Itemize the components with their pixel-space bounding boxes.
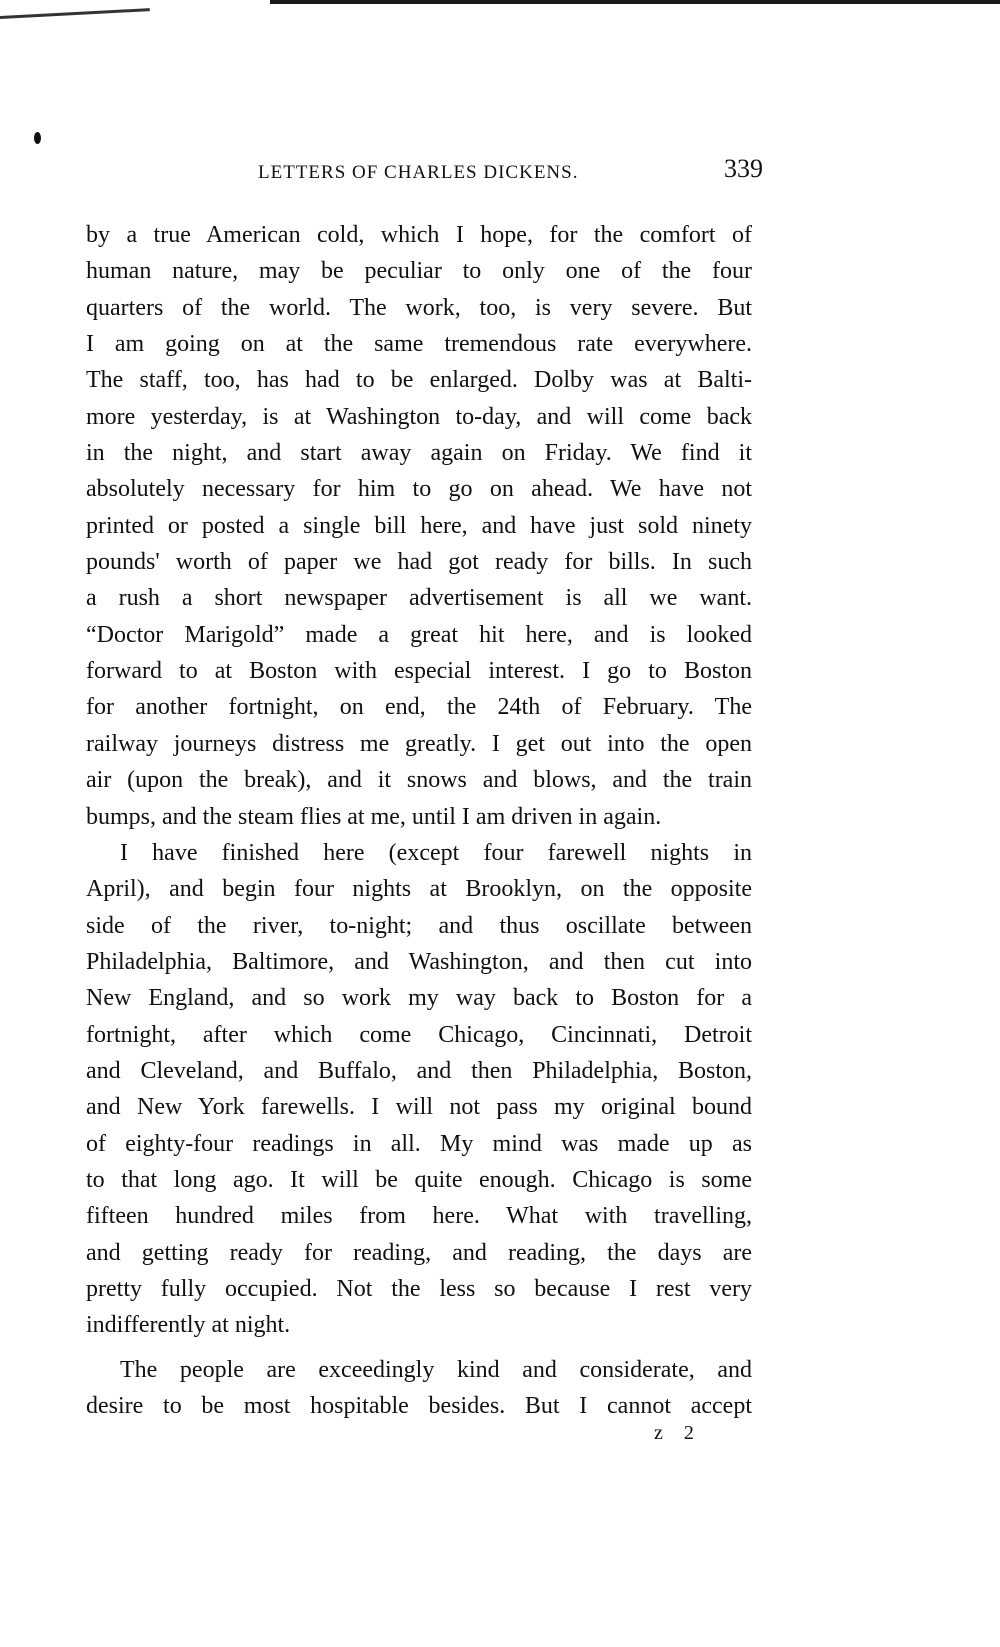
text-line: pretty fully occupied. Not the less so because I rest very [86,1275,752,1302]
text-line: April), and begin four nights at Brooklyn, on the opposite [86,876,752,903]
text-line: more yesterday, is at Washington to-day, and will come back [86,403,752,430]
text-line: air (upon the break), and it snows and blows, and the train [86,767,752,794]
text-line: fortnight, after which come Chicago, Cincinnati, Detroit [86,1021,752,1048]
text-line: of eighty-four readings in all. My mind was made up as [86,1130,752,1157]
text-line: and getting ready for reading, and reading, the days are [86,1239,752,1266]
signature-mark: z 2 [654,1422,702,1444]
text-line: by a true American cold, which I hope, for the comfort of [86,222,752,248]
text-line: I have finished here (except four farewell nights in [120,839,752,866]
page-number: 339 [724,154,763,183]
body-text [86,217,752,1424]
paragraph [86,1352,752,1425]
text-line: New England, and so work my way back to Boston for a [86,985,752,1012]
text-line: indifferently at night. [86,1312,291,1339]
text-line: fifteen hundred miles from here. What with travelling, [86,1203,752,1230]
text-line: absolutely necessary for him to go on ahead. We have not [86,476,752,503]
text-line: “Doctor Marigold” made a great hit here, and is looked [86,621,752,648]
text-line: forward to at Boston with especial interest. I go to Boston [86,658,752,685]
text-line: human nature, may be peculiar to only one of the four [86,258,752,285]
text-line: Philadelphia, Baltimore, and Washington, and then cut into [86,948,752,975]
text-line: The people are exceedingly kind and considerate, and [120,1356,752,1383]
text-line: to that long ago. It will be quite enough. Chicago is some [86,1166,752,1193]
margin-dot-mark [34,132,41,144]
paragraph-gap [86,1344,752,1352]
text-line: and New York farewells. I will not pass my original bound [86,1094,752,1121]
text-line: and Cleveland, and Buffalo, and then Philadelphia, Boston, [86,1057,752,1084]
text-line: The staff, too, has had to be enlarged. Dolby was at Balti- [86,367,752,394]
text-line: side of the river, to-night; and thus oscillate between [86,912,752,939]
top-left-scan-mark [0,8,150,19]
paragraph [86,835,752,1344]
top-page-edge-rule [270,0,1000,4]
running-head: LETTERS OF CHARLES DICKENS. [258,162,579,183]
text-line: for another fortnight, on end, the 24th of February. The [86,694,752,721]
text-line: pounds' worth of paper we had got ready for bills. In such [86,549,752,576]
text-line: I am going on at the same tremendous rate everywhere. [86,331,752,358]
text-line: railway journeys distress me greatly. I get out into the open [86,730,752,757]
text-line: printed or posted a single bill here, and have just sold ninety [86,512,752,539]
text-line: in the night, and start away again on Friday. We find it [86,440,752,467]
text-line: quarters of the world. The work, too, is very severe. But [86,294,752,321]
text-line: a rush a short newspaper advertisement is all we want. [86,585,752,612]
text-line: bumps, and the steam flies at me, until I am driven in again. [86,803,662,830]
paragraph [86,217,752,835]
text-line: desire to be most hospitable besides. But I cannot accept [86,1393,752,1419]
